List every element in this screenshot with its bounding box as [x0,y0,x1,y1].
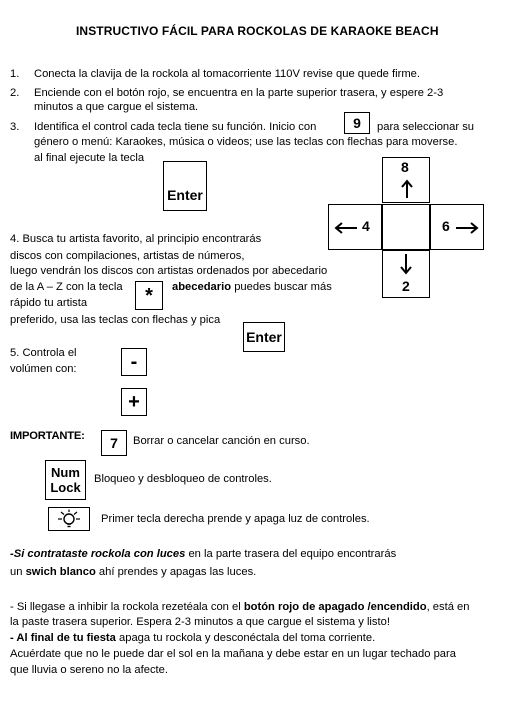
note-1-un: un [10,566,23,578]
key-star: * [135,281,163,310]
step-4-line-1: 4. Busca tu artista favorito, al principio encontrarás [10,233,262,245]
key-up-label: 8 [401,159,409,175]
step-3-line-1b: para seleccionar su [377,121,475,133]
key-light [48,507,90,531]
step-5-line-2: volúmen con: [10,363,77,375]
lightbulb-icon [54,509,84,529]
note-2-button: botón rojo de apagado /encendido [243,601,427,613]
key-left-label: 4 [362,218,370,234]
important-seven-desc: Borrar o cancelar canción en curso. [133,435,310,447]
step-4-line-2: discos con compilaciones, artistas de números, [10,250,245,262]
arrow-up-icon [400,179,414,199]
note-1-end: ahí prendes y apagas las luces. [98,566,257,578]
key-enter-2: Enter [243,322,285,352]
note-4-line-2: que lluvia o sereno no la afecte. [10,664,168,676]
step-3-line-1a: Identifica el control cada tecla tiene su función. Inicio con [34,121,317,133]
note-1-line-1 [10,547,396,561]
key-numlock [45,460,86,500]
note-1-line-2 [10,565,256,579]
note-3-rest: apaga tu rockola y desconéctala del toma corriente. [119,632,376,644]
step-4-abecedario: abecedario [172,281,232,293]
step-5-line-1: 5. Controla el [10,347,77,359]
key-center [382,204,430,250]
step-2-line-2: minutos a que cargue el sistema. [34,101,199,113]
key-nine: 9 [344,112,370,134]
key-seven: 7 [101,430,127,456]
key-down [382,250,430,298]
note-4-line-1: Acuérdate que no le puede dar el sol en la mañana y debe estar en un lugar techado para [10,648,456,660]
key-enter-1: Enter [163,161,207,211]
note-2-line-1 [10,600,469,614]
step-4-line-4c: puedes buscar más [234,281,332,293]
key-down-label: 2 [402,278,410,294]
key-up [382,157,430,203]
important-label: IMPORTANTE: [10,430,85,442]
arrow-right-icon [455,221,479,235]
step-4-line-3: luego vendrán los discos con artistas ordenados por abecedario [10,265,328,277]
step-3-line-2: género o menú: Karaokes, música o videos; use las teclas con flechas para moverse. [34,136,458,148]
note-1-rest: en la parte trasera del equipo encontrarás [188,548,397,560]
step-4-line-4a: de la A – Z con la tecla [10,281,123,293]
key-plus: + [121,388,147,416]
important-light-desc: Primer tecla derecha prende y apaga luz de controles. [101,513,370,525]
step-1-text: Conecta la clavija de la rockola al tomacorriente 110V revise que quede firme. [34,68,420,80]
step-3-line-3: al final ejecute la tecla [34,152,145,164]
key-minus: - [121,348,147,376]
note-3-line [10,631,375,645]
note-2-line-2: la paste trasera superior. Espera 2-3 minutos a que cargue el sistema y listo! [10,616,390,628]
key-right [430,204,484,250]
key-left [328,204,382,250]
step-2-number: 2. [10,87,20,99]
note-1-highlight: -Si contrataste rockola con luces [10,548,186,560]
step-4-line-5: rápido tu artista [10,297,88,309]
step-2-line-1: Enciende con el botón rojo, se encuentra en la parte superior trasera, y espere 2-3 [34,87,444,99]
key-numlock-lock: Lock [50,480,81,495]
key-right-label: 6 [442,218,450,234]
arrow-left-icon [334,221,358,235]
important-numlock-desc: Bloqueo y desbloqueo de controles. [94,473,272,485]
arrow-down-icon [399,253,413,275]
note-1-swich: swich blanco [25,566,96,578]
key-numlock-num: Num [51,465,80,480]
step-1-number: 1. [10,68,20,80]
note-2-start: - Si llegase a inhibir la rockola rezetéala con el [10,601,241,613]
page-title: INSTRUCTIVO FÁCIL PARA ROCKOLAS DE KARAOKE BEACH [76,24,439,38]
step-4-line-6: preferido, usa las teclas con flechas y pica [10,314,221,326]
note-2-end: , está en [426,601,470,613]
step-4-line-4 [172,280,332,294]
note-3-highlight: - Al final de tu fiesta [10,632,116,644]
step-3-number: 3. [10,121,20,133]
